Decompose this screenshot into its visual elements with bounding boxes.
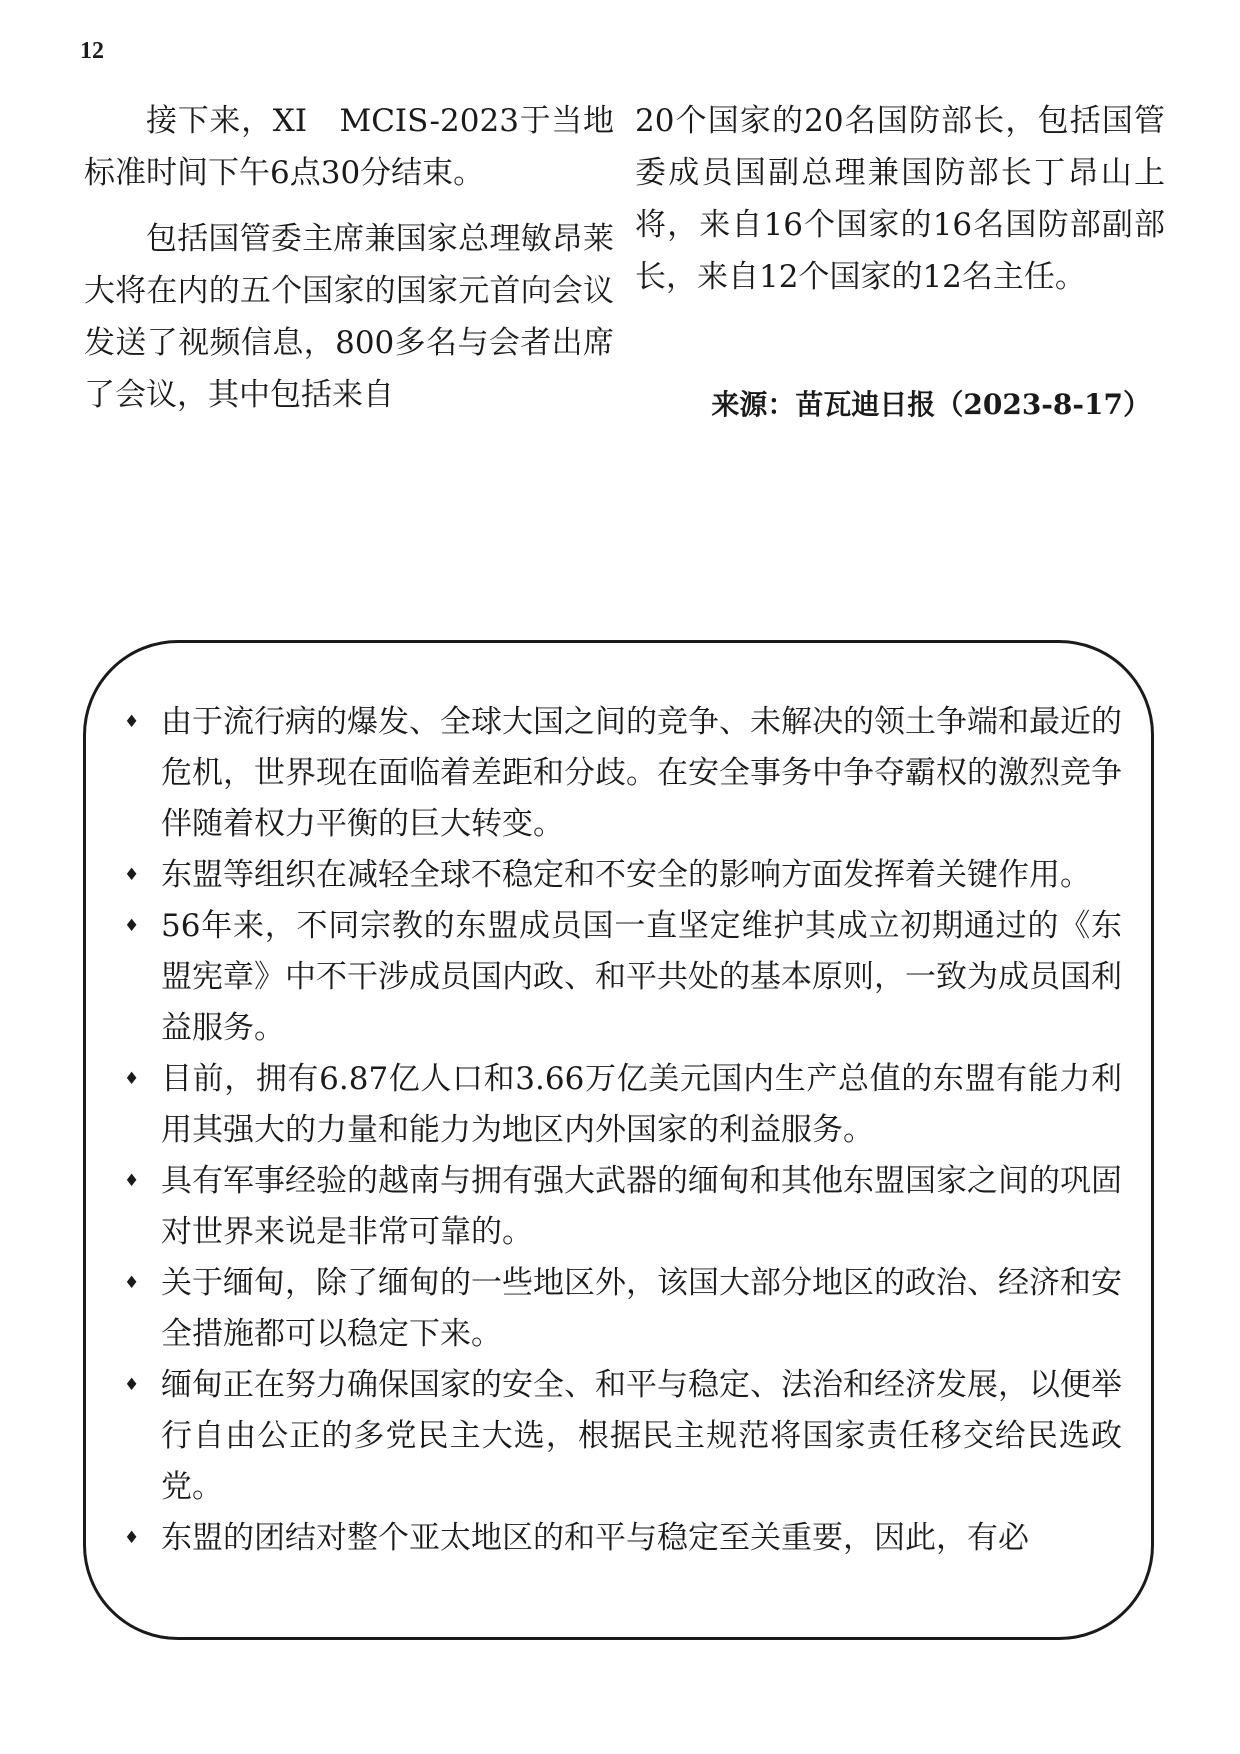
list-item xyxy=(122,1513,1122,1564)
article-paragraph: 包括国管委主席兼国家总理敏昂莱大将在内的五个国家的国家元首向会议发送了视频信息，800多名与会者出席了会议，其中包括来自 xyxy=(84,221,614,413)
article-column-left xyxy=(84,95,614,435)
bullet-text: 关于缅甸，除了缅甸的一些地区外，该国大部分地区的政治、经济和安全措施都可以稳定下来。 xyxy=(161,1265,1122,1352)
bullet-text: 由于流行病的爆发、全球大国之间的竞争、未解决的领土争端和最近的危机，世界现在面临着差距和分歧。在安全事务中争夺霸权的激烈竞争伴随着权力平衡的巨大转变。 xyxy=(161,704,1122,842)
page-number: 12 xyxy=(80,38,104,64)
bullet-text: 目前，拥有6.87亿人口和3.66万亿美元国内生产总值的东盟有能力利用其强大的力量和能力为地区内外国家的利益服务。 xyxy=(161,1061,1122,1148)
diamond-bullet-icon: ♦ xyxy=(124,1528,140,1548)
list-item xyxy=(122,1156,1122,1258)
bullet-text: 缅甸正在努力确保国家的安全、和平与稳定、法治和经济发展，以便举行自由公正的多党民主大选，根据民主规范将国家责任移交给民选政党。 xyxy=(161,1367,1122,1505)
article-paragraph: 20个国家的20名国防部长，包括国管委成员国副总理兼国防部长丁昂山上将，来自16个国家的16名国防部副部长，来自12个国家的12名主任。 xyxy=(635,103,1165,295)
diamond-bullet-icon: ♦ xyxy=(124,1375,140,1395)
list-item xyxy=(122,1258,1122,1360)
source-citation: 来源：苗瓦迪日报（2023-8-17） xyxy=(711,388,1151,421)
summary-bullet-list xyxy=(122,697,1122,1564)
list-item xyxy=(122,901,1122,1054)
summary-callout-box xyxy=(83,640,1154,1640)
bullet-text: 东盟等组织在减轻全球不稳定和不安全的影响方面发挥着关键作用。 xyxy=(161,857,1091,893)
list-item xyxy=(122,850,1122,901)
article-paragraph: 接下来，XI MCIS-2023于当地标准时间下午6点30分结束。 xyxy=(84,103,614,191)
list-item xyxy=(122,697,1122,850)
bullet-text: 56年来，不同宗教的东盟成员国一直坚定维护其成立初期通过的《东盟宪章》中不干涉成员国内政、和平共处的基本原则，一致为成员国利益服务。 xyxy=(161,908,1122,1046)
diamond-bullet-icon: ♦ xyxy=(124,1171,140,1191)
diamond-bullet-icon: ♦ xyxy=(124,1069,140,1089)
diamond-bullet-icon: ♦ xyxy=(124,1273,140,1293)
diamond-bullet-icon: ♦ xyxy=(124,865,140,885)
bullet-text: 具有军事经验的越南与拥有强大武器的缅甸和其他东盟国家之间的巩固对世界来说是非常可靠的。 xyxy=(161,1163,1122,1250)
bullet-text: 东盟的团结对整个亚太地区的和平与稳定至关重要，因此，有必 xyxy=(161,1520,1029,1556)
diamond-bullet-icon: ♦ xyxy=(124,916,140,936)
article-column-right xyxy=(635,95,1165,317)
diamond-bullet-icon: ♦ xyxy=(124,712,140,732)
list-item xyxy=(122,1054,1122,1156)
list-item xyxy=(122,1360,1122,1513)
